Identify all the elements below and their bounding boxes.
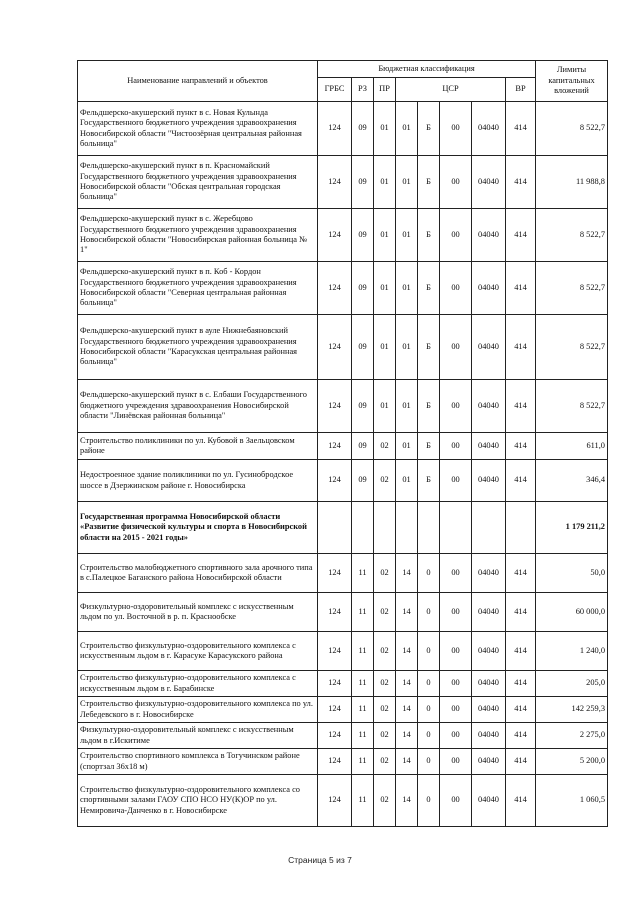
cell-c3: 00 — [440, 209, 472, 262]
cell-grbs: 124 — [318, 554, 352, 593]
cell-grbs: 124 — [318, 593, 352, 632]
cell-rz: 11 — [352, 723, 374, 749]
cell-grbs — [318, 502, 352, 554]
cell-grbs: 124 — [318, 775, 352, 827]
cell-pr: 02 — [374, 697, 396, 723]
cell-sum: 5 200,0 — [536, 749, 608, 775]
cell-c2: 0 — [418, 632, 440, 671]
cell-c1: 14 — [396, 749, 418, 775]
cell-c2: 0 — [418, 775, 440, 827]
cell-c2: Б — [418, 156, 440, 209]
cell-c2: 0 — [418, 593, 440, 632]
cell-vr: 414 — [506, 593, 536, 632]
cell-c1: 01 — [396, 433, 418, 460]
cell-pr: 02 — [374, 671, 396, 697]
cell-c1: 14 — [396, 723, 418, 749]
cell-grbs: 124 — [318, 102, 352, 156]
cell-c3: 00 — [440, 697, 472, 723]
table-row — [78, 723, 608, 749]
cell-c3: 00 — [440, 156, 472, 209]
cell-pr: 02 — [374, 632, 396, 671]
cell-c2: Б — [418, 380, 440, 433]
cell-rz: 09 — [352, 209, 374, 262]
cell-c4 — [472, 502, 506, 554]
cell-pr — [374, 502, 396, 554]
cell-rz: 09 — [352, 156, 374, 209]
cell-grbs: 124 — [318, 671, 352, 697]
cell-c3: 00 — [440, 460, 472, 502]
cell-c2: Б — [418, 315, 440, 380]
cell-name: Фельдшерско-акушерский пункт в ауле Нижнебаяновский Государственного бюджетного учреждения здравоохранения Новосибирской области "Карасукская центральная районная больница" — [78, 315, 318, 380]
table-row — [78, 262, 608, 315]
table-row — [78, 209, 608, 262]
cell-c2: 0 — [418, 749, 440, 775]
cell-c1 — [396, 502, 418, 554]
header-grbs: ГРБС — [318, 78, 352, 102]
cell-c4: 04040 — [472, 749, 506, 775]
cell-vr: 414 — [506, 697, 536, 723]
cell-c3: 00 — [440, 632, 472, 671]
cell-c3: 00 — [440, 554, 472, 593]
cell-c1: 01 — [396, 262, 418, 315]
cell-rz: 09 — [352, 380, 374, 433]
cell-c1: 01 — [396, 460, 418, 502]
cell-grbs: 124 — [318, 262, 352, 315]
header-rz: РЗ — [352, 78, 374, 102]
table-row — [78, 315, 608, 380]
cell-grbs: 124 — [318, 156, 352, 209]
cell-pr: 02 — [374, 460, 396, 502]
cell-name: Фельдшерско-акушерский пункт в с. Новая Кулында Государственного бюджетного учреждения здравоохранения Новосибирской области "Чистоозёрная центральная районная больница" — [78, 102, 318, 156]
cell-sum: 50,0 — [536, 554, 608, 593]
cell-sum: 142 259,3 — [536, 697, 608, 723]
cell-c1: 01 — [396, 102, 418, 156]
cell-c4: 04040 — [472, 671, 506, 697]
cell-c3: 00 — [440, 433, 472, 460]
cell-sum: 1 060,5 — [536, 775, 608, 827]
cell-rz: 11 — [352, 632, 374, 671]
cell-c2: Б — [418, 209, 440, 262]
cell-c2: 0 — [418, 723, 440, 749]
cell-c1: 14 — [396, 593, 418, 632]
cell-vr: 414 — [506, 102, 536, 156]
cell-pr: 01 — [374, 262, 396, 315]
cell-c4: 04040 — [472, 262, 506, 315]
cell-c4: 04040 — [472, 209, 506, 262]
cell-c4: 04040 — [472, 593, 506, 632]
cell-rz: 09 — [352, 460, 374, 502]
cell-grbs: 124 — [318, 380, 352, 433]
header-vr: ВР — [506, 78, 536, 102]
cell-grbs: 124 — [318, 460, 352, 502]
cell-c4: 04040 — [472, 380, 506, 433]
header-limits: Лимиты капитальных вложений — [536, 61, 608, 102]
cell-pr: 01 — [374, 380, 396, 433]
cell-grbs: 124 — [318, 632, 352, 671]
cell-c1: 01 — [396, 156, 418, 209]
cell-c3: 00 — [440, 723, 472, 749]
table-row — [78, 380, 608, 433]
table-row — [78, 554, 608, 593]
cell-c3: 00 — [440, 671, 472, 697]
cell-c1: 01 — [396, 380, 418, 433]
cell-grbs: 124 — [318, 749, 352, 775]
cell-name: Фельдшерско-акушерский пункт в с. Жеребцово Государственного бюджетного учреждения здравоохранения Новосибирской области "Новосибирская районная больница № 1" — [78, 209, 318, 262]
cell-rz: 09 — [352, 102, 374, 156]
table-row — [78, 102, 608, 156]
table-row — [78, 460, 608, 502]
cell-pr: 02 — [374, 775, 396, 827]
cell-pr: 02 — [374, 433, 396, 460]
cell-c2: 0 — [418, 697, 440, 723]
cell-c2: Б — [418, 460, 440, 502]
cell-sum: 1 240,0 — [536, 632, 608, 671]
cell-c1: 01 — [396, 209, 418, 262]
cell-sum: 346,4 — [536, 460, 608, 502]
cell-rz: 09 — [352, 433, 374, 460]
cell-c2: Б — [418, 262, 440, 315]
cell-rz — [352, 502, 374, 554]
cell-c3: 00 — [440, 593, 472, 632]
header-csr: ЦСР — [396, 78, 506, 102]
cell-vr: 414 — [506, 209, 536, 262]
page-footer: Страница 5 из 7 — [288, 855, 352, 865]
cell-c1: 14 — [396, 671, 418, 697]
cell-pr: 02 — [374, 723, 396, 749]
cell-sum: 8 522,7 — [536, 315, 608, 380]
cell-c1: 01 — [396, 315, 418, 380]
cell-name: Строительство спортивного комплекса в Тогучинском районе (спортзал 36х18 м) — [78, 749, 318, 775]
table-row — [78, 775, 608, 827]
cell-c4: 04040 — [472, 697, 506, 723]
cell-c4: 04040 — [472, 315, 506, 380]
cell-name: Физкультурно-оздоровительный комплекс с искусственным льдом по ул. Восточной в р. п. Краснообске — [78, 593, 318, 632]
cell-name: Государственная программа Новосибирской области «Развитие физической культуры и спорта в Новосибирской области на 2015 - 2021 годы» — [78, 502, 318, 554]
cell-vr: 414 — [506, 775, 536, 827]
cell-pr: 01 — [374, 315, 396, 380]
cell-vr: 414 — [506, 262, 536, 315]
cell-vr: 414 — [506, 554, 536, 593]
cell-name: Строительство физкультурно-оздоровительного комплекса со спортивными залами ГАОУ СПО НСО НУ(К)ОР по ул. Немировича-Данченко в г. Новосибирске — [78, 775, 318, 827]
cell-pr: 02 — [374, 593, 396, 632]
cell-vr — [506, 502, 536, 554]
cell-c1: 14 — [396, 632, 418, 671]
cell-sum: 205,0 — [536, 671, 608, 697]
cell-grbs: 124 — [318, 697, 352, 723]
cell-pr: 01 — [374, 209, 396, 262]
cell-name: Физкультурно-оздоровительный комплекс с искусственным льдом в г.Искитиме — [78, 723, 318, 749]
cell-vr: 414 — [506, 380, 536, 433]
budget-table — [77, 60, 608, 827]
cell-c4: 04040 — [472, 554, 506, 593]
table-row — [78, 671, 608, 697]
cell-rz: 11 — [352, 697, 374, 723]
cell-c2: 0 — [418, 554, 440, 593]
cell-sum: 60 000,0 — [536, 593, 608, 632]
cell-pr: 01 — [374, 102, 396, 156]
cell-pr: 02 — [374, 749, 396, 775]
cell-c2: 0 — [418, 671, 440, 697]
table-row — [78, 749, 608, 775]
cell-pr: 01 — [374, 156, 396, 209]
table-row — [78, 156, 608, 209]
cell-name: Фельдшерско-акушерский пункт в с. Елбаши Государственного бюджетного учреждения здравоохранения Новосибирской области "Линёвская районная больница" — [78, 380, 318, 433]
cell-c4: 04040 — [472, 775, 506, 827]
cell-vr: 414 — [506, 460, 536, 502]
header-name: Наименование направлений и объектов — [78, 61, 318, 102]
cell-rz: 11 — [352, 593, 374, 632]
cell-sum: 1 179 211,2 — [536, 502, 608, 554]
cell-name: Фельдшерско-акушерский пункт в п. Красномайский Государственного бюджетного учреждения здравоохранения Новосибирской области "Обская центральная городская больница" — [78, 156, 318, 209]
cell-rz: 11 — [352, 775, 374, 827]
cell-vr: 414 — [506, 723, 536, 749]
cell-rz: 09 — [352, 315, 374, 380]
cell-vr: 414 — [506, 156, 536, 209]
cell-c4: 04040 — [472, 632, 506, 671]
cell-c3: 00 — [440, 262, 472, 315]
table-body — [78, 102, 608, 827]
cell-sum: 8 522,7 — [536, 380, 608, 433]
cell-sum: 8 522,7 — [536, 209, 608, 262]
cell-name: Недостроенное здание поликлиники по ул. Гусинобродское шоссе в Дзержинском районе г. Новосибирска — [78, 460, 318, 502]
table-row — [78, 697, 608, 723]
cell-grbs: 124 — [318, 315, 352, 380]
cell-c1: 14 — [396, 697, 418, 723]
cell-sum: 611,0 — [536, 433, 608, 460]
table-row — [78, 593, 608, 632]
cell-c4: 04040 — [472, 102, 506, 156]
program-row — [78, 502, 608, 554]
cell-vr: 414 — [506, 749, 536, 775]
cell-grbs: 124 — [318, 723, 352, 749]
table-row — [78, 632, 608, 671]
cell-c3: 00 — [440, 749, 472, 775]
cell-c1: 14 — [396, 775, 418, 827]
cell-sum: 2 275,0 — [536, 723, 608, 749]
cell-c1: 14 — [396, 554, 418, 593]
cell-rz: 11 — [352, 554, 374, 593]
cell-c3: 00 — [440, 315, 472, 380]
cell-name: Строительство физкультурно-оздоровительного комплекса с искусственным льдом в г. Карасуке Карасукского района — [78, 632, 318, 671]
cell-c4: 04040 — [472, 156, 506, 209]
table-row — [78, 433, 608, 460]
cell-c2: Б — [418, 102, 440, 156]
cell-c3: 00 — [440, 380, 472, 433]
cell-c3: 00 — [440, 775, 472, 827]
cell-name: Строительство физкультурно-оздоровительного комплекса по ул. Лебедевского в г. Новосибирске — [78, 697, 318, 723]
cell-c3: 00 — [440, 102, 472, 156]
cell-name: Строительство поликлиники по ул. Кубовой в Заельцовском районе — [78, 433, 318, 460]
cell-pr: 02 — [374, 554, 396, 593]
cell-rz: 11 — [352, 671, 374, 697]
cell-sum: 8 522,7 — [536, 102, 608, 156]
cell-vr: 414 — [506, 632, 536, 671]
cell-sum: 8 522,7 — [536, 262, 608, 315]
cell-c2 — [418, 502, 440, 554]
cell-c2: Б — [418, 433, 440, 460]
cell-c4: 04040 — [472, 723, 506, 749]
cell-vr: 414 — [506, 315, 536, 380]
cell-rz: 09 — [352, 262, 374, 315]
cell-name: Фельдшерско-акушерский пункт в п. Коб - Кордон Государственного бюджетного учреждения здравоохранения Новосибирской области "Северная центральная районная больница" — [78, 262, 318, 315]
cell-name: Строительство физкультурно-оздоровительного комплекса с искусственным льдом в г. Барабинске — [78, 671, 318, 697]
cell-grbs: 124 — [318, 209, 352, 262]
cell-vr: 414 — [506, 433, 536, 460]
header-budget-class: Бюджетная классификация — [318, 61, 536, 78]
cell-sum: 11 988,8 — [536, 156, 608, 209]
cell-c3 — [440, 502, 472, 554]
cell-c4: 04040 — [472, 460, 506, 502]
cell-vr: 414 — [506, 671, 536, 697]
cell-rz: 11 — [352, 749, 374, 775]
cell-c4: 04040 — [472, 433, 506, 460]
cell-name: Строительство малобюджетного спортивного зала арочного типа в с.Палецкое Баганского района Новосибирской области — [78, 554, 318, 593]
cell-grbs: 124 — [318, 433, 352, 460]
header-pr: ПР — [374, 78, 396, 102]
